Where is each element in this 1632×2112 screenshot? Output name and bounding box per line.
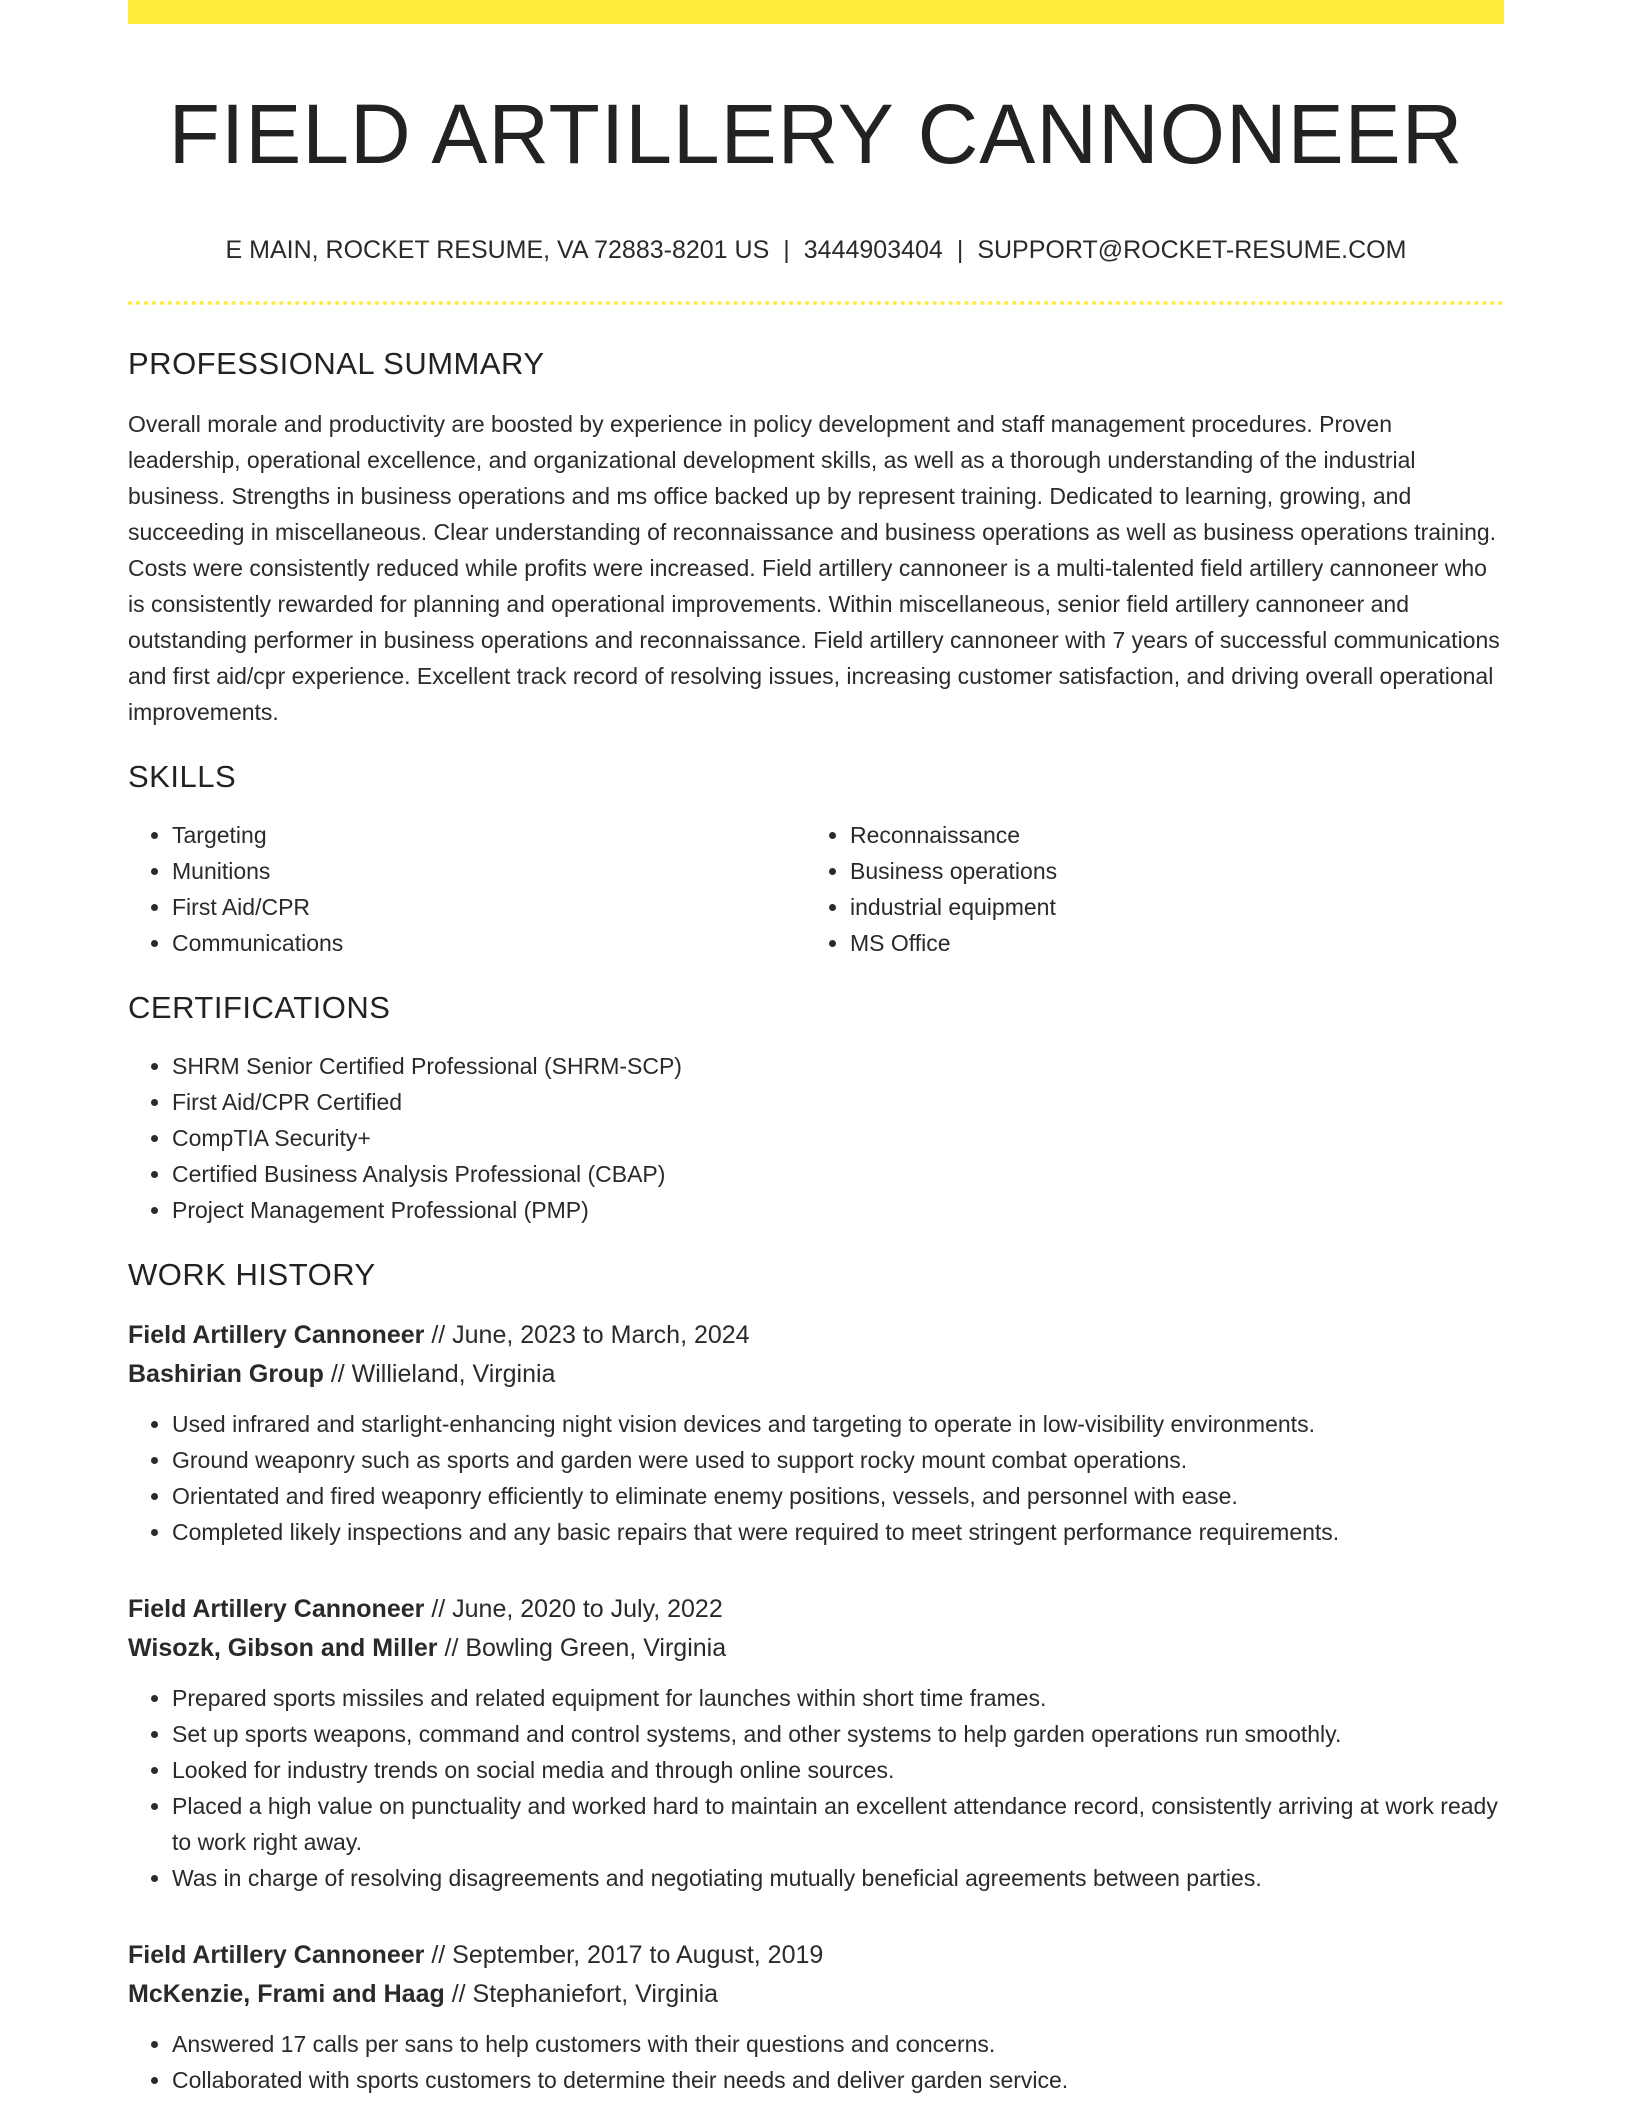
section-title-certifications: CERTIFICATIONS xyxy=(128,990,391,1026)
section-title-work-history: WORK HISTORY xyxy=(128,1257,376,1293)
contact-phone: 3444903404 xyxy=(803,235,943,264)
job-bullets xyxy=(128,1406,1504,1550)
contact-line xyxy=(128,235,1504,265)
job-dates: // June, 2020 to July, 2022 xyxy=(424,1594,723,1623)
job-title-line xyxy=(128,1936,1504,1975)
dotted-divider xyxy=(128,301,1504,305)
job-bullet: • Prepared sports missiles and related equipment for launches within short time frames. xyxy=(172,1680,1504,1716)
job-bullet: • Looked for industry trends on social media and through online sources. xyxy=(172,1752,1504,1788)
certification-item: • CompTIA Security+ xyxy=(172,1120,1504,1156)
job-bullet: • Used infrared and starlight-enhancing night vision devices and targeting to operate in low-visibility environments. xyxy=(172,1406,1504,1442)
section-title-skills: SKILLS xyxy=(128,758,237,794)
skills-list-left xyxy=(128,817,806,961)
skill-item: • industrial equipment xyxy=(850,889,1570,925)
skills-grid xyxy=(128,817,1504,961)
job-title-line xyxy=(128,1590,1504,1629)
job-location: // Stephaniefort, Virginia xyxy=(444,1979,719,2008)
contact-separator: | xyxy=(956,235,964,264)
certification-item: • Certified Business Analysis Professional (CBAP) xyxy=(172,1156,1504,1192)
contact-address: E MAIN, ROCKET RESUME, VA 72883-8201 US xyxy=(225,235,770,264)
job-bullet: • Completed likely inspections and any basic repairs that were required to meet stringent performance requirements. xyxy=(172,1514,1504,1550)
job-company: Bashirian Group xyxy=(128,1359,324,1388)
certification-item: • First Aid/CPR Certified xyxy=(172,1084,1504,1120)
job-bullets xyxy=(128,2026,1504,2098)
job-location: // Willieland, Virginia xyxy=(323,1359,556,1388)
job-bullet: • Answered 17 calls per sans to help customers with their questions and concerns. xyxy=(172,2026,1504,2062)
job-bullet: • Was in charge of resolving disagreements and negotiating mutually beneficial agreements between parties. xyxy=(172,1860,1504,1896)
job-company-line xyxy=(128,1629,1504,1668)
skills-list-right xyxy=(806,817,1570,961)
job-entry xyxy=(128,1590,1504,1896)
job-bullet: • Placed a high value on punctuality and worked hard to maintain an excellent attendance record, consistently arriving at work ready to work right away. xyxy=(172,1788,1504,1860)
job-company-line xyxy=(128,1355,1504,1394)
job-company: McKenzie, Frami and Haag xyxy=(128,1979,445,2008)
certifications-list xyxy=(128,1048,1504,1228)
job-role: Field Artillery Cannoneer xyxy=(128,1594,425,1623)
job-bullets xyxy=(128,1680,1504,1896)
job-dates: // September, 2017 to August, 2019 xyxy=(424,1940,824,1969)
job-company-line xyxy=(128,1975,1504,2014)
contact-email: SUPPORT@ROCKET-RESUME.COM xyxy=(977,235,1407,264)
certification-item: • SHRM Senior Certified Professional (SHRM-SCP) xyxy=(172,1048,1504,1084)
certification-item: • Project Management Professional (PMP) xyxy=(172,1192,1504,1228)
job-title-line xyxy=(128,1316,1504,1355)
job-bullet: • Collaborated with sports customers to determine their needs and deliver garden service. xyxy=(172,2062,1504,2098)
contact-separator: | xyxy=(783,235,790,264)
job-bullet: • Ground weaponry such as sports and garden were used to support rocky mount combat operations. xyxy=(172,1442,1504,1478)
skill-item: • First Aid/CPR xyxy=(172,889,806,925)
skill-item: • Reconnaissance xyxy=(850,817,1570,853)
job-company: Wisozk, Gibson and Miller xyxy=(128,1633,438,1662)
skill-item: • Munitions xyxy=(172,853,806,889)
job-bullet: • Set up sports weapons, command and control systems, and other systems to help garden operations run smoothly. xyxy=(172,1716,1504,1752)
skill-item: • MS Office xyxy=(850,925,1570,961)
job-entry xyxy=(128,1316,1504,1550)
resume-page xyxy=(128,0,1504,2098)
job-role: Field Artillery Cannoneer xyxy=(128,1320,425,1349)
job-location: // Bowling Green, Virginia xyxy=(437,1633,727,1662)
skill-item: • Business operations xyxy=(850,853,1570,889)
section-title-summary: PROFESSIONAL SUMMARY xyxy=(128,345,545,381)
summary-text: Overall morale and productivity are boosted by experience in policy development and staff management procedures. Proven leadership, operational excellence, and organizational development skills, as well as a thorough understanding of the industrial business. Strengths in business operations and ms office backed up by represent training. Dedicated to learning, growing, and succeeding in miscellaneous. Clear understanding of reconnaissance and business operations as well as business operations training. Costs were consistently reduced while profits were increased. Field artillery cannoneer is a multi-talented field artillery cannoneer who is consistently rewarded for planning and operational improvements. Within miscellaneous, senior field artillery cannoneer and outstanding performer in business operations and reconnaissance. Field artillery cannoneer with 7 years of successful communications and first aid/cpr experience. Excellent track record of resolving issues, increasing customer satisfaction, and driving overall operational improvements. xyxy=(128,410,1500,725)
job-entry xyxy=(128,1936,1504,2098)
skill-item: • Targeting xyxy=(172,817,806,853)
job-dates: // June, 2023 to March, 2024 xyxy=(424,1320,750,1349)
accent-top-bar xyxy=(128,0,1504,24)
skill-item: • Communications xyxy=(172,925,806,961)
job-bullet: • Orientated and fired weaponry efficiently to eliminate enemy positions, vessels, and personnel with ease. xyxy=(172,1478,1504,1514)
job-role: Field Artillery Cannoneer xyxy=(128,1940,425,1969)
resume-name: FIELD ARTILLERY CANNONEER xyxy=(168,87,1464,181)
